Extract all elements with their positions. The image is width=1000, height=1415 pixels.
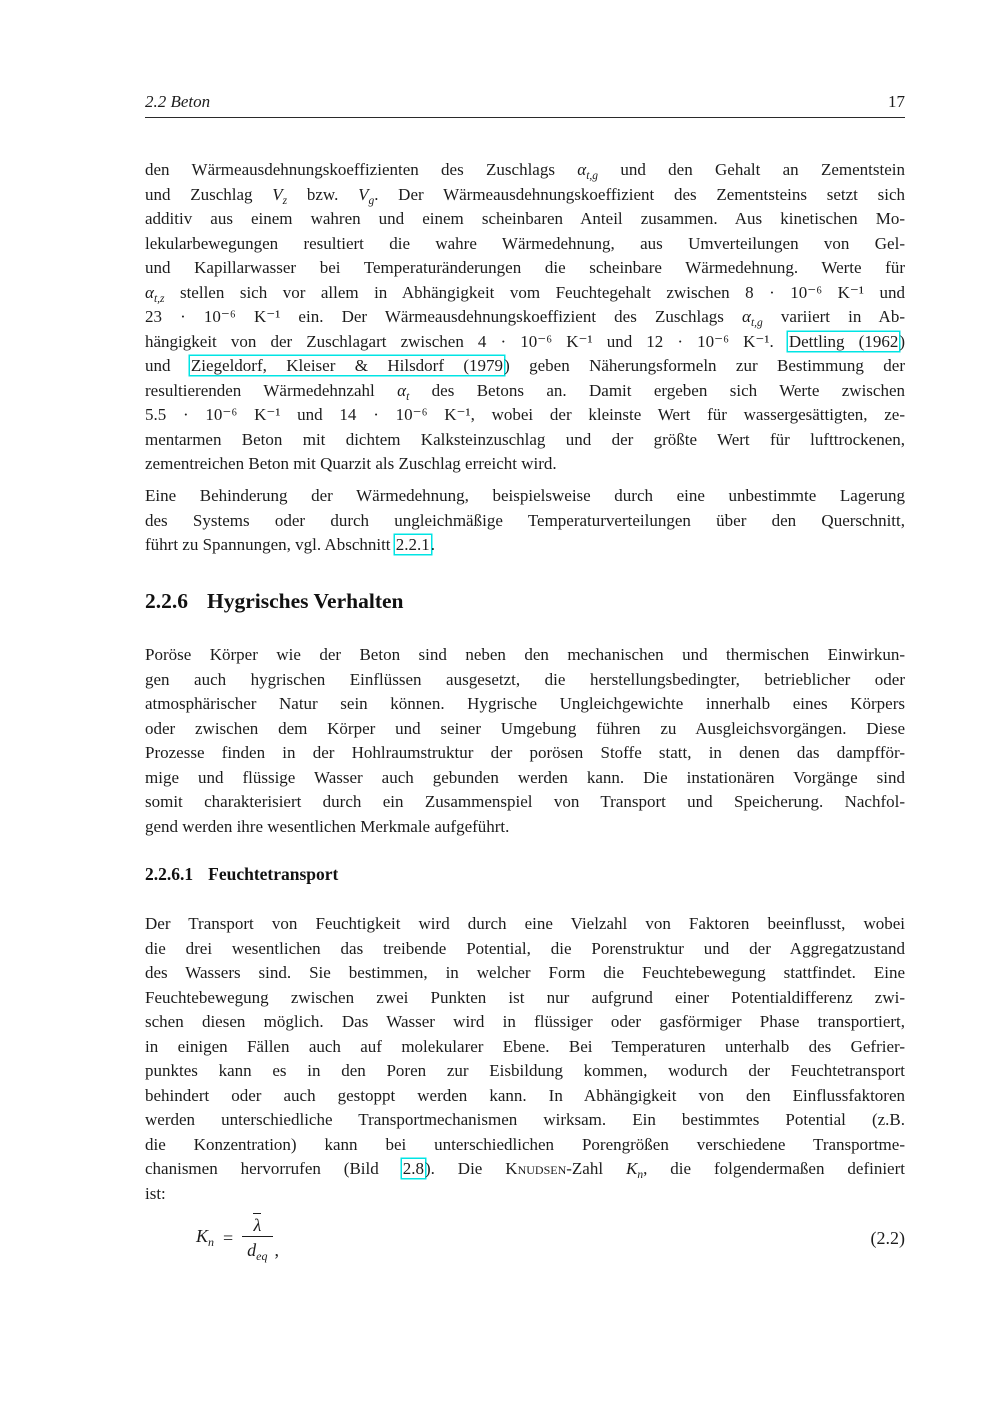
text-line [145,354,905,379]
text-line [145,668,905,693]
citation-link[interactable]: 2.2.1 [395,535,430,554]
text-line [145,1108,905,1133]
text-segment: g [368,194,375,207]
text-segment: -Zahl [566,1159,627,1178]
text-segment: die Konzentration) kann bei unterschiedlichen Porengrößen verschiedene Transportme- [145,1134,905,1154]
subsection-heading-moisture-transport [145,864,338,885]
text-line [145,183,905,208]
text-segment: punktes kann es in den Poren zur Eisbildung kommen, wodurch der Feuchtetransport [145,1061,905,1080]
text-segment: t,g [750,317,763,329]
equation-number: (2.2) [870,1227,905,1248]
text-line [145,452,905,477]
text-segment: behindert oder auch gestoppt werden kann. In Abhängigkeit von den Einflussfaktoren [145,1085,905,1105]
text-segment: die drei wesentlichen das treibende Potential, die Porenstruktur und der Aggregatzustand [145,938,905,958]
text-segment: additiv aus einem wahren und einem scheinbaren Anteil zusammen. Aus kinetischen Mo- [145,209,905,228]
paragraph-thermal-expansion [145,158,905,477]
text-segment: ist: [145,1183,166,1203]
text-line [145,533,905,558]
text-line [145,207,905,232]
text-segment: Der Transport von Feuchtigkeit wird durch eine Vielzahl von Faktoren beeinflusst, wobei [145,914,905,933]
equation-lhs: $K_n$ [196,1226,215,1249]
text-segment: Prozesse finden in der Hohlraumstruktur der porösen Stoffe statt, in denen das dampfför- [145,743,905,762]
text-line [145,937,905,962]
text-segment: . Der Wärmeausdehnungskoeffizient des Zementsteins setzt sich [374,184,905,204]
text-segment: oder zwischen dem Körper und seiner Umgebung führen zu Ausgleichsvorgängen. Diese [145,718,905,738]
text-segment: bzw. [287,184,359,204]
text-segment: Poröse Körper wie der Beton sind neben den mechanischen und thermischen Einwirkun- [145,645,905,664]
text-segment: Feuchtebewegung zwischen zwei Punkten ist nur aufgrund einer Potentialdifferenz zwi- [145,987,905,1007]
text-segment: gen auch hygrischen Einflüssen ausgesetzt, die herstellungsbedingter, betrieblicher oder [145,669,905,689]
fraction-denominator: $d_{eq}$ [242,1236,272,1264]
subsection-title: Feuchtetransport [208,864,339,884]
text-segment: , die folgendermaßen definiert [643,1159,905,1178]
text-line [145,403,905,428]
citation-link[interactable]: 2.8 [402,1159,424,1178]
text-segment: in einigen Fällen auch auf molekularer Ebene. Bei Temperaturen unterhalb des Gefrier- [145,1036,905,1056]
text-segment: t [406,390,410,403]
text-segment: α [742,307,751,326]
text-segment: und Zuschlag [145,184,273,204]
text-line [145,692,905,717]
text-line [145,330,905,355]
text-segment: α [577,160,587,179]
text-segment: mentarmen Beton mit dichtem Kalksteinzuschlag und der größte Wert für lufttrockenen, [145,429,905,449]
text-line [145,643,905,668]
text-segment: α [397,380,407,400]
text-segment: n [637,1169,644,1181]
running-header-section: 2.2 Beton [145,92,211,111]
text-segment: somit charakterisiert durch ein Zusammenspiel von Transport und Speicherung. Nachfol- [145,792,905,811]
text-segment: α [145,282,154,302]
text-segment: des Systems oder durch ungleichmäßige Temperaturverteilungen über den Querschnitt, [145,510,905,530]
text-segment: V [272,184,283,204]
text-segment: variiert in Ab- [762,307,905,326]
text-segment: chanismen hervorrufen (Bild [145,1159,402,1178]
text-segment: V [358,184,369,204]
text-line [145,912,905,937]
text-segment: 23 · 10⁻⁶ K⁻¹ ein. Der Wärmeausdehnungskoeffizient des Zuschlags [145,307,743,326]
text-segment: t,z [153,292,165,305]
text-segment: Eine Behinderung der Wärmedehnung, beispielsweise durch eine unbestimmte Lagerung [145,486,905,505]
text-line [145,1010,905,1035]
fraction-numerator: λ [253,1214,262,1235]
text-line [145,790,905,815]
paragraph-moisture-transport [145,912,905,1206]
equation-comma: , [274,1239,279,1260]
text-segment: 5.5 · 10⁻⁶ K⁻¹ und 14 · 10⁻⁶ K⁻¹, wobei der kleinste Wert für wassergesättigten, ze- [145,405,905,424]
equation-body [196,1213,279,1264]
text-line [145,509,905,534]
text-segment: t,g [586,170,599,182]
text-segment: atmosphärischer Natur sein können. Hygrische Ungleichgewichte innerhalb eines Körpers [145,694,905,713]
text-line [145,158,905,183]
text-segment: hängigkeit von der Zuschlagart zwischen 4 · 10⁻⁶ K⁻¹ und 12 · 10⁻⁶ K⁻¹. [145,331,788,351]
paragraph-porous-bodies [145,643,905,839]
text-segment: . [430,535,436,554]
page-number: 17 [888,92,905,111]
text-segment: lekularbewegungen resultiert die wahre Wärmedehnung, aus Umverteilungen von Gel- [145,233,905,253]
citation-link[interactable]: Ziegeldorf, Kleiser & Hilsdorf (1979 [190,356,504,375]
text-line [145,1133,905,1158]
text-line [145,281,905,306]
text-line [145,815,905,840]
citation-link[interactable]: Dettling (1962 [788,331,899,351]
text-segment: resultierenden Wärmedehnzahl [145,380,398,400]
text-segment: und [145,356,190,375]
section-heading-hygric-behavior [145,589,403,614]
text-line [145,1035,905,1060]
text-segment: und den Gehalt an Zementstein [598,160,905,179]
equation-fraction [242,1213,272,1264]
text-segment: schen diesen möglich. Das Wasser wird in flüssiger oder gasförmiger Phase transportiert, [145,1012,905,1031]
text-segment: des Betons an. Damit ergeben sich Werte zwischen [409,380,905,400]
text-line [145,1084,905,1109]
paragraph-restrained-expansion [145,484,905,558]
text-segment: des Wassers sind. Sie bestimmen, in welcher Form die Feuchtebewegung stattfindet. Eine [145,963,905,982]
text-line [145,986,905,1011]
running-header [145,92,905,116]
equals-sign: = [223,1227,234,1248]
text-line [145,741,905,766]
text-segment: Knudsen [505,1159,567,1178]
text-segment: den Wärmeausdehnungskoeffizienten des Zuschlags [145,160,578,179]
text-segment: stellen sich vor allem in Abhängigkeit vom Feuchtegehalt zwischen 8 · 10⁻⁶ K⁻¹ und [164,282,905,302]
text-line [145,766,905,791]
text-segment: führt zu Spannungen, vgl. Abschnitt [145,535,395,554]
text-segment: werden unterschiedliche Transportmechanismen wirksam. Ein bestimmtes Potential (z.B. [145,1110,905,1129]
text-line [145,1157,905,1182]
text-segment: gend werden ihre wesentlichen Merkmale aufgeführt. [145,816,510,836]
text-line [145,428,905,453]
equation-knudsen-number [145,1202,905,1274]
text-segment: ) [899,331,905,351]
text-segment: mige und flüssige Wasser auch gebunden werden kann. Die instationären Vorgänge sind [145,767,905,787]
text-line [145,305,905,330]
text-segment: ). Die [424,1159,506,1178]
text-segment: ) geben Näherungsformeln zur Bestimmung der [504,356,905,375]
text-line [145,256,905,281]
text-line [145,961,905,986]
subsection-number: 2.2.6.1 [145,864,194,884]
text-line [145,379,905,404]
text-line [145,1059,905,1084]
text-segment: und Kapillarwasser bei Temperaturänderungen die scheinbare Wärmedehnung. Werte für [145,258,905,277]
text-segment: z [282,194,288,207]
header-rule [145,117,905,118]
text-segment: K [626,1159,638,1178]
text-line [145,232,905,257]
text-line [145,484,905,509]
text-line [145,717,905,742]
section-title: Hygrisches Verhalten [207,589,404,613]
text-segment: zementreichen Beton mit Quarzit als Zuschlag erreicht wird. [145,454,557,473]
section-number: 2.2.6 [145,589,188,613]
